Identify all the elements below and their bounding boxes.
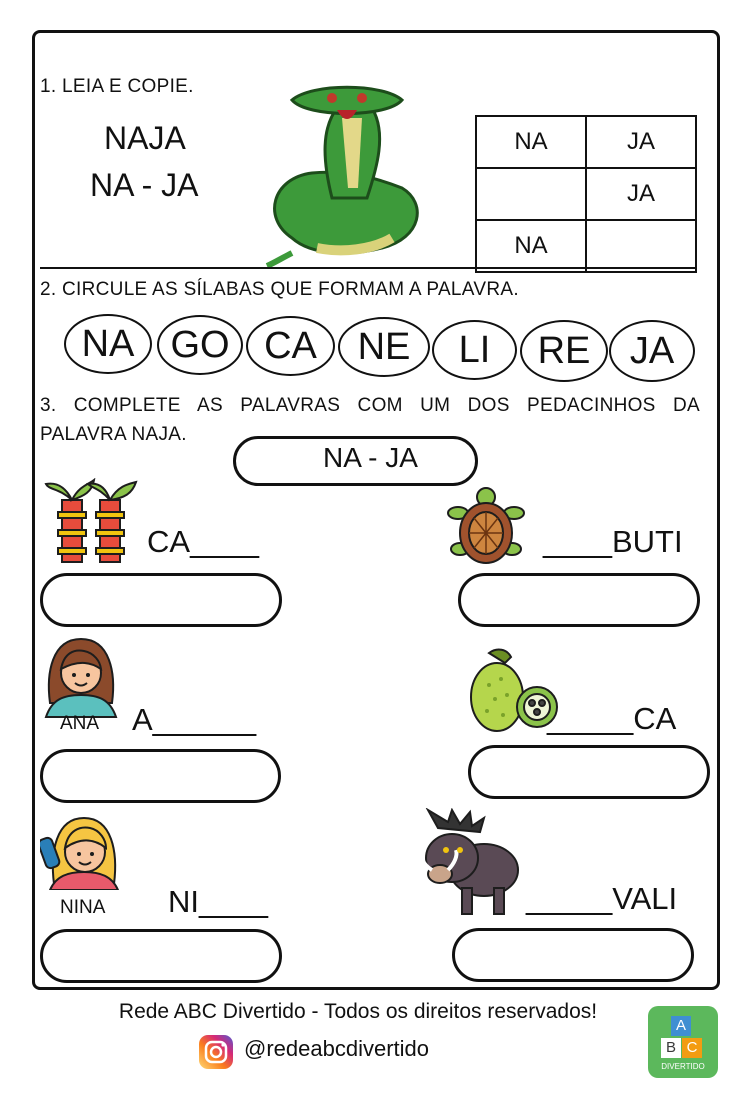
grid-cell: NA (476, 116, 586, 168)
bamboo-icon (44, 478, 139, 568)
target-word-split: NA - JA (90, 167, 199, 203)
name-caption: NINA (60, 897, 106, 918)
logo-letter: C (682, 1038, 702, 1058)
exercise2-heading: 2. CIRCULE AS SÍLABAS QUE FORMAM A PALAVRA. (40, 279, 519, 300)
boar-icon (418, 808, 523, 920)
syllable-oval[interactable]: LI (432, 320, 517, 380)
name-caption: ANA (60, 713, 100, 734)
grid-cell: NA (476, 220, 586, 272)
girl-phone-icon (40, 812, 122, 890)
turtle-icon (446, 485, 526, 567)
fill-word: ____BUTI (543, 524, 683, 559)
instagram-icon (198, 1034, 234, 1070)
logo-text: DIVERTIDO (661, 1062, 705, 1071)
answer-box[interactable] (468, 745, 710, 799)
girl-icon (42, 633, 120, 718)
syllable-oval[interactable]: NA (64, 314, 152, 374)
exercise1-heading: 1. LEIA E COPIE. (40, 76, 194, 97)
answer-box[interactable] (40, 573, 282, 627)
exercise3-heading-line2: PALAVRA NAJA. (40, 424, 187, 445)
answer-box[interactable] (40, 929, 282, 983)
grid-cell[interactable] (586, 220, 696, 272)
answer-box[interactable] (458, 573, 700, 627)
fill-word: NI____ (168, 884, 268, 919)
instagram-handle[interactable]: @redeabcdivertido (244, 1036, 429, 1061)
syllable-oval[interactable]: GO (157, 315, 243, 375)
divider (40, 267, 696, 269)
target-word: NAJA (104, 120, 186, 156)
grid-cell[interactable] (476, 168, 586, 220)
syllables-box-label: NA - JA (323, 442, 418, 473)
syllable-grid (475, 115, 697, 273)
abc-logo (648, 1006, 718, 1078)
syllable-oval[interactable]: RE (520, 320, 608, 382)
grid-cell: JA (586, 168, 696, 220)
cobra-icon (262, 78, 432, 268)
fill-word: _____VALI (526, 881, 678, 916)
grid-cell: JA (586, 116, 696, 168)
syllable-oval[interactable]: NE (338, 317, 430, 377)
syllable-oval[interactable]: CA (246, 316, 335, 376)
logo-letter: B (661, 1038, 681, 1058)
fill-word: CA____ (147, 524, 260, 559)
fill-word: _____CA (547, 701, 677, 736)
syllable-oval[interactable]: JA (609, 320, 695, 382)
logo-letter: A (671, 1016, 691, 1036)
fill-word: A______ (132, 702, 257, 737)
answer-box[interactable] (452, 928, 694, 982)
copyright-text: Rede ABC Divertido - Todos os direitos reservados! (118, 1000, 598, 1023)
answer-box[interactable] (40, 749, 281, 803)
exercise3-heading-line1: 3. COMPLETE AS PALAVRAS COM UM DOS PEDACINHOS DA (40, 395, 700, 416)
